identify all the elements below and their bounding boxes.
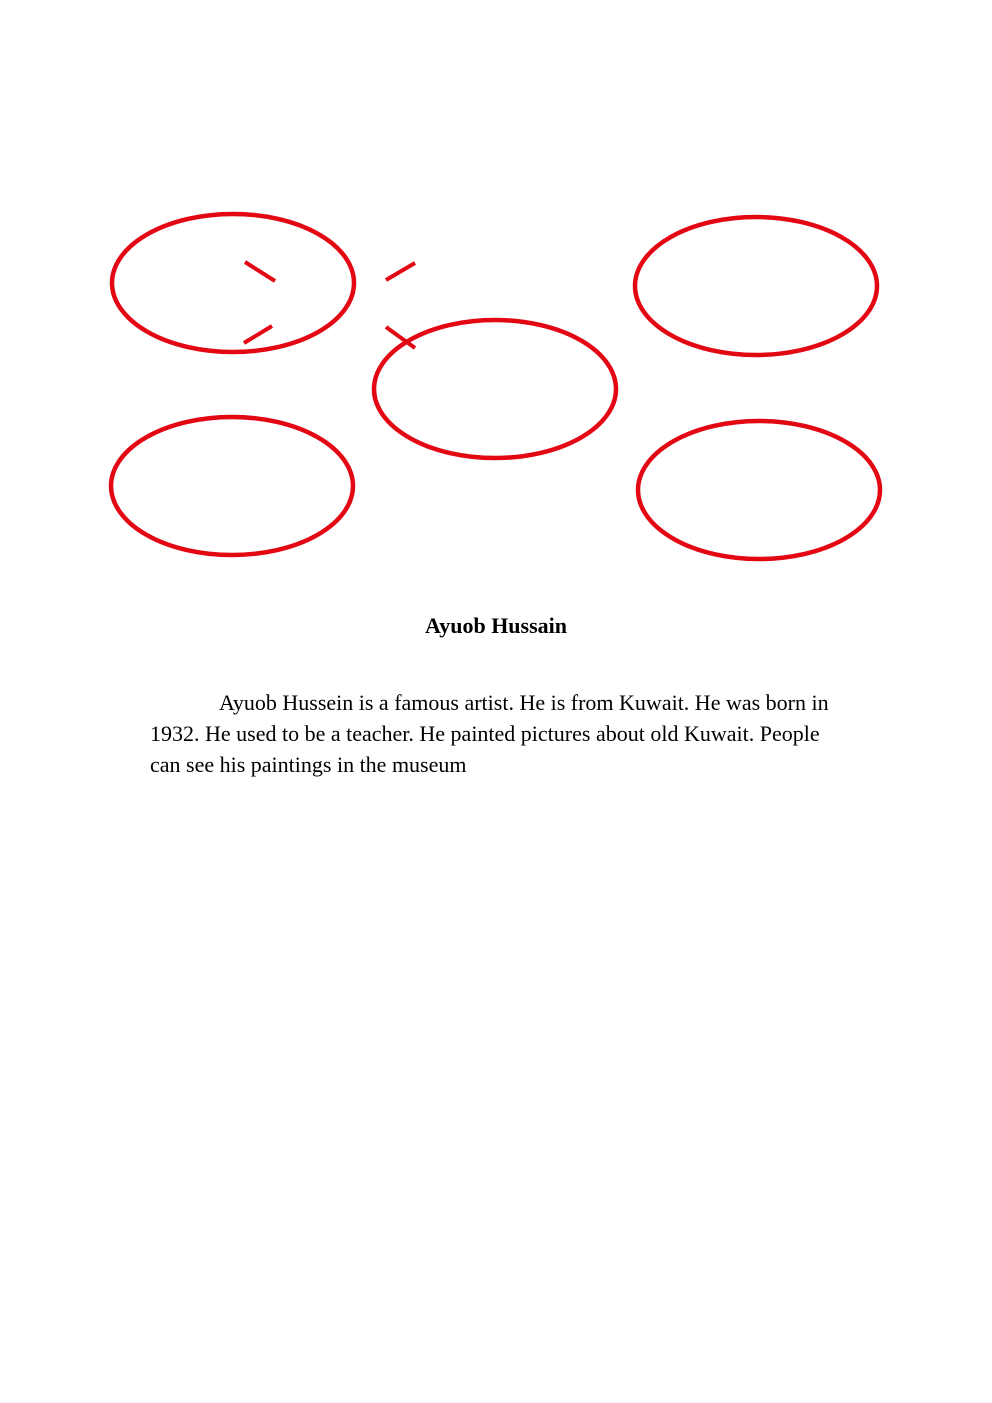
document-title: Ayuob Hussain xyxy=(424,613,568,638)
connector-stroke-1 xyxy=(245,262,275,281)
oval-center xyxy=(374,320,616,458)
mind-map-diagram xyxy=(0,0,992,600)
connector-stroke-2 xyxy=(244,326,272,343)
body-paragraph: Ayuob Hussein is a famous artist. He is from Kuwait. He was born in 1932. He used to be a teacher. He painted pictures about old Kuwait. People can see his paintings in the museum xyxy=(150,690,829,777)
oval-bottom-right xyxy=(638,421,880,559)
connector-stroke-3 xyxy=(386,263,415,280)
oval-top-right xyxy=(635,217,877,355)
oval-top-left xyxy=(112,214,354,352)
oval-bottom-left xyxy=(111,417,353,555)
